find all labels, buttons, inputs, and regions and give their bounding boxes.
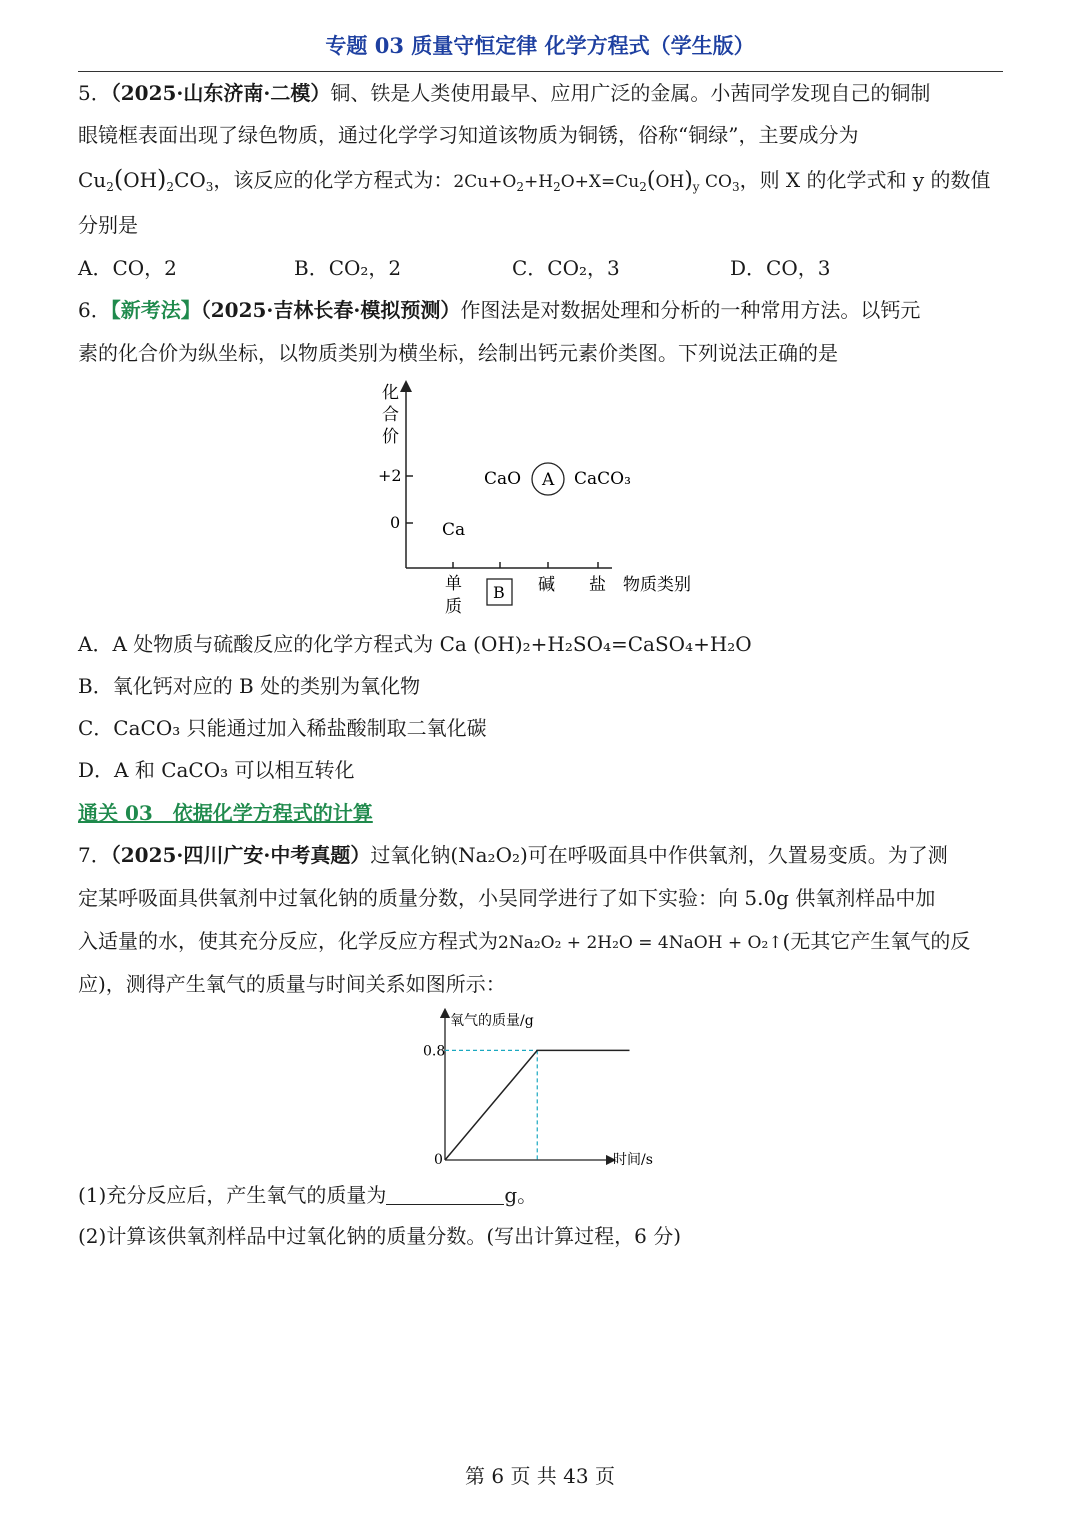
y-tick-label-zero: 0 [390,513,401,532]
q6-line2: 素的化合价为纵坐标，以物质类别为横坐标，绘制出钙元素价类图。下列说法正确的是 [78,341,838,365]
q5-option-a[interactable]: A．CO，2 [78,256,177,280]
q6-text1: 作图法是对数据处理和分析的一种常用方法。以钙元 [460,298,921,322]
q5-option-c[interactable]: C．CO₂，3 [512,256,620,280]
x-axis-label: 物质类别 [623,575,691,595]
q6-option-d[interactable]: D．A 和 CaCO₃ 可以相互转化 [78,758,355,782]
q7-sub1-unit: g。 [504,1183,538,1207]
q7-line2: 定某呼吸面具供氧剂中过氧化钠的质量分数，小吴同学进行了如下实验：向 5.0g 供氧剂样品中加 [78,886,936,910]
chart-y-tick-0.8: 0.8 [423,1043,446,1060]
q5-line2: 眼镜框表面出现了绿色物质，通过化学学习知道该物质为铜锈，俗称“铜绿”，主要成分为 [78,123,859,147]
header-rule [78,71,1003,72]
q7-sub1 [78,1182,1008,1208]
q7-line3 [78,928,1008,956]
point-ca: Ca [442,520,466,540]
y-label-char-3: 价 [382,427,399,447]
x-category-elemental-1: 单 [445,574,462,594]
x-category-base: 碱 [538,575,555,595]
q6-option-a[interactable]: A．A 处物质与硫酸反应的化学方程式为 Ca (OH)₂+H₂SO₄=CaSO₄+H₂O [78,632,752,656]
page-footer: 第 6 页 共 43 页 [465,1464,615,1488]
q7-sub1-text: (1)充分反应后，产生氧气的质量为 [78,1183,387,1207]
section-title: 通关 03 依据化学方程式的计算 [78,801,373,825]
q5-line3 [78,166,1008,200]
oxygen-mass-chart [405,1005,665,1175]
q7-equation: 2Na₂O₂ + 2H₂O = 4NaOH + O₂↑ [498,933,783,953]
q5-line1 [78,80,1008,106]
q5-option-d[interactable]: D．CO，3 [730,256,831,280]
x-category-b: B [493,583,505,602]
q5-source: （2025·山东济南·二模） [110,81,331,105]
q6-tag: 【新考法】 [110,298,201,322]
q7-text3a: 入适量的水，使其充分反应，化学反应方程式为 [78,929,498,953]
q7-line1 [78,842,1008,868]
y-tick-label-plus2: +2 [378,466,402,485]
y-label-char-1: 化 [382,383,399,403]
point-a: A [542,470,555,490]
point-cao: CaO [484,469,522,489]
q7-text1: 过氧化钠(Na₂O₂)可在呼吸面具中作供氧剂，久置易变质。为了测 [370,843,948,867]
q6-source: （2025·吉林长春·模拟预测） [200,298,461,322]
q7-source: （2025·四川广安·中考真题） [110,843,371,867]
q5-formula-malachite: $Cu_2(OH)_2CO_3$ [78,165,214,194]
page-title: 专题 03 质量守恒定律 化学方程式（学生版） [325,33,755,58]
q7-answer-blank[interactable] [386,1184,504,1205]
point-caco3: CaCO₃ [574,469,631,489]
chart-origin-label: 0 [434,1152,443,1168]
chart-y-label: 氧气的质量/g [450,1013,534,1029]
x-category-elemental-2: 质 [445,597,462,617]
valence-category-diagram [370,378,710,623]
q5-equation: $2Cu+O_2+H_2O+X=Cu_2(OH)_y$ $CO_3$ [453,168,740,194]
x-category-salt: 盐 [589,575,606,595]
q5-text1: 铜、铁是人类使用最早、应用广泛的金属。小茜同学发现自己的铜制 [330,81,931,105]
q6-option-b[interactable]: B．氧化钙对应的 B 处的类别为氧化物 [78,674,421,698]
q5-number: 5． [78,81,111,105]
q5-text3-end: ，则 X 的化学式和 y 的数值 [739,168,991,192]
q7-line4: 应)，测得产生氧气的质量与时间关系如图所示： [78,972,506,996]
q5-text3-mid: ，该反应的化学方程式为： [213,168,454,192]
q7-sub2: (2)计算该供氧剂样品中过氧化钠的质量分数。(写出计算过程，6 分) [78,1224,682,1248]
q7-text3b: (无其它产生氧气的反 [782,929,971,953]
q5-line4: 分别是 [78,213,138,237]
q6-option-c[interactable]: C．CaCO₃ 只能通过加入稀盐酸制取二氧化碳 [78,716,487,740]
q5-option-b[interactable]: B．CO₂，2 [294,256,402,280]
q6-number: 6． [78,298,111,322]
chart-x-label: 时间/s [613,1152,653,1168]
y-label-char-2: 合 [382,405,399,425]
q6-line1 [78,297,1008,323]
q7-number: 7． [78,843,111,867]
